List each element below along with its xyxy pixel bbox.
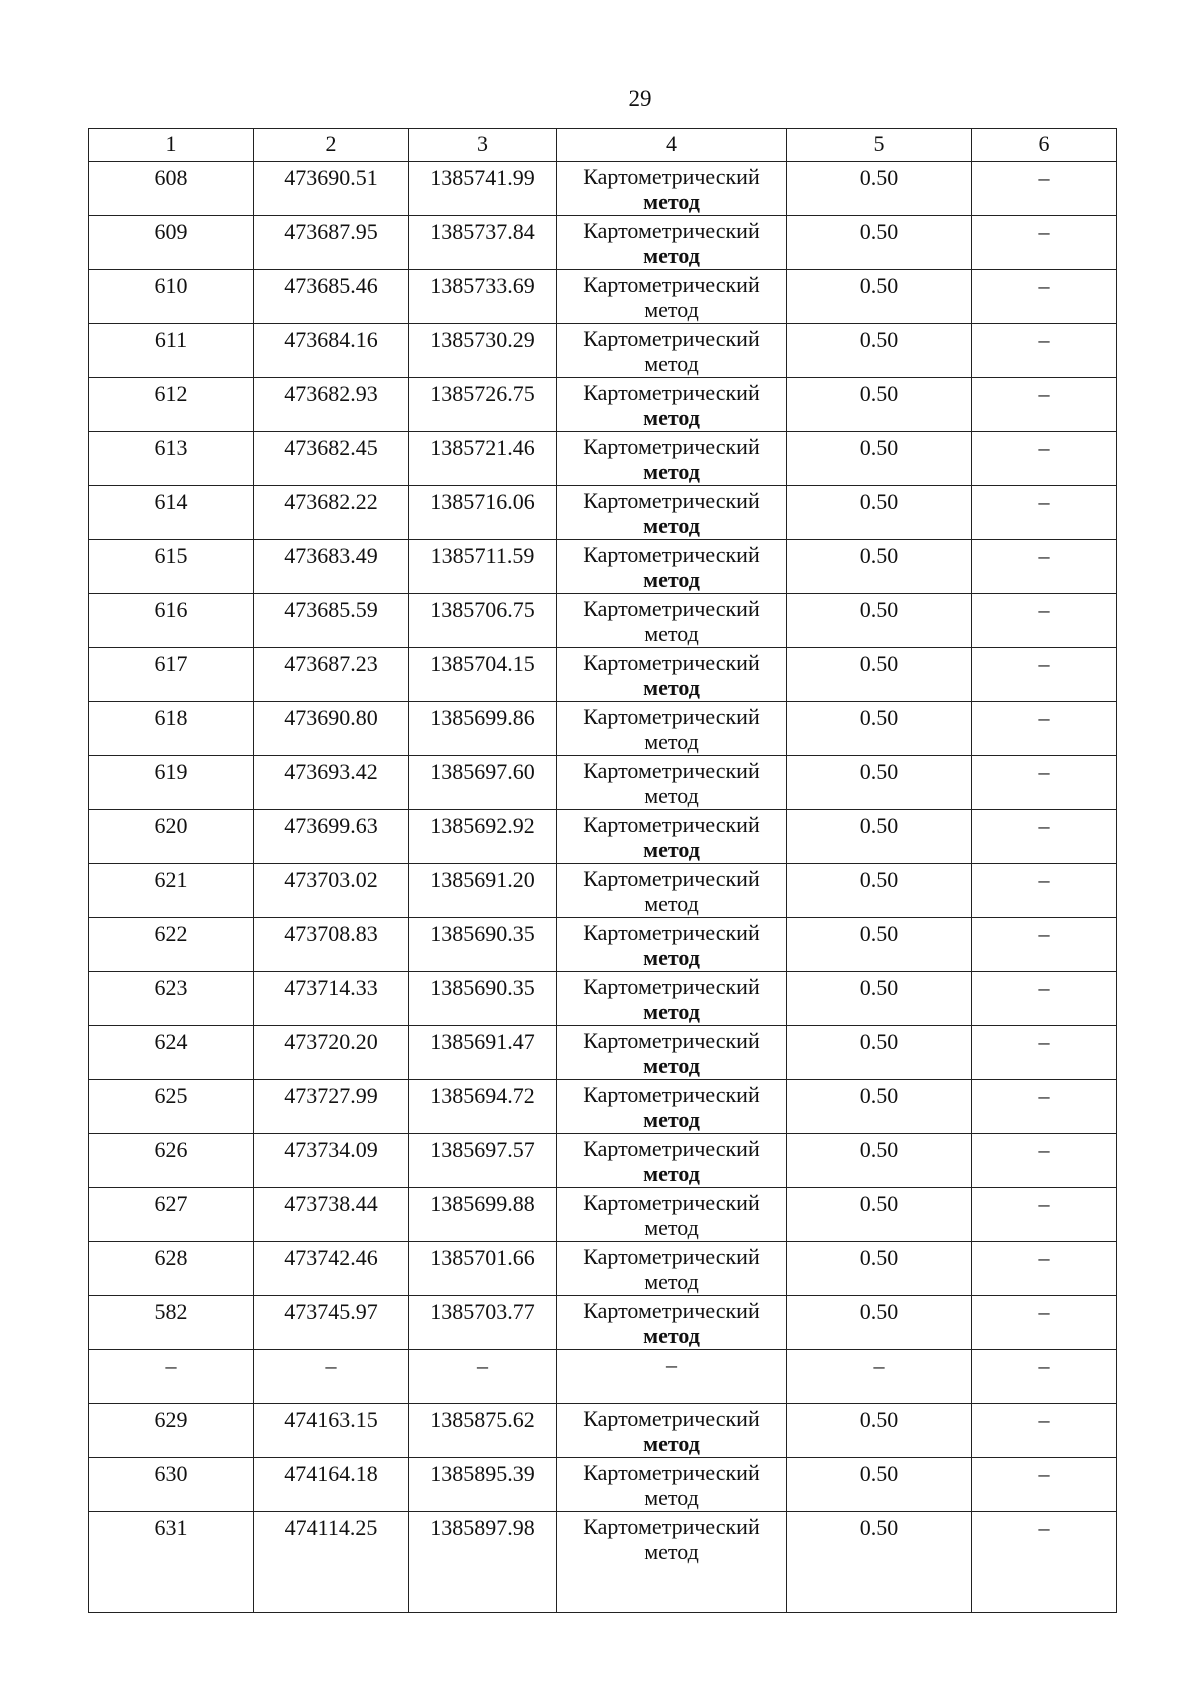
separator-row bbox=[89, 1350, 1117, 1404]
accuracy-cell: – bbox=[787, 1350, 972, 1404]
accuracy-cell: 0.50 bbox=[787, 810, 972, 864]
accuracy-cell: 0.50 bbox=[787, 1242, 972, 1296]
table-row bbox=[89, 1404, 1117, 1458]
method-line-1: Картометрический bbox=[583, 542, 760, 567]
x-coordinate-cell: 473720.20 bbox=[254, 1026, 409, 1080]
method-cell bbox=[557, 432, 787, 486]
method-line-1: Картометрический bbox=[583, 1460, 760, 1485]
accuracy-cell: 0.50 bbox=[787, 1188, 972, 1242]
description-cell: – bbox=[972, 864, 1117, 918]
x-coordinate-cell: 473738.44 bbox=[254, 1188, 409, 1242]
y-coordinate-cell: 1385690.35 bbox=[409, 918, 557, 972]
y-coordinate-cell: 1385701.66 bbox=[409, 1242, 557, 1296]
description-cell: – bbox=[972, 1404, 1117, 1458]
y-coordinate-cell: 1385697.57 bbox=[409, 1134, 557, 1188]
description-cell: – bbox=[972, 216, 1117, 270]
y-coordinate-cell: 1385691.47 bbox=[409, 1026, 557, 1080]
y-coordinate-cell: 1385897.98 bbox=[409, 1512, 557, 1613]
accuracy-cell: 0.50 bbox=[787, 486, 972, 540]
accuracy-cell: 0.50 bbox=[787, 216, 972, 270]
accuracy-cell: 0.50 bbox=[787, 648, 972, 702]
method-cell bbox=[557, 1350, 787, 1404]
method-cell bbox=[557, 648, 787, 702]
method-cell bbox=[557, 864, 787, 918]
header-col-2: 2 bbox=[254, 129, 409, 162]
method-line-1: Картометрический bbox=[583, 164, 760, 189]
point-number-cell: 616 bbox=[89, 594, 254, 648]
accuracy-cell: 0.50 bbox=[787, 918, 972, 972]
accuracy-cell: 0.50 bbox=[787, 702, 972, 756]
table-row bbox=[89, 1188, 1117, 1242]
method-line-2: метод bbox=[643, 945, 700, 970]
x-coordinate-cell: 473714.33 bbox=[254, 972, 409, 1026]
description-cell: – bbox=[972, 324, 1117, 378]
method-line-1: Картометрический bbox=[583, 1190, 760, 1215]
method-line-2: метод bbox=[643, 567, 700, 592]
y-coordinate-cell: 1385691.20 bbox=[409, 864, 557, 918]
method-line-1: Картометрический bbox=[583, 596, 760, 621]
x-coordinate-cell: 473703.02 bbox=[254, 864, 409, 918]
method-line-2: метод bbox=[643, 837, 700, 862]
description-cell: – bbox=[972, 432, 1117, 486]
y-coordinate-cell: 1385704.15 bbox=[409, 648, 557, 702]
method-cell bbox=[557, 486, 787, 540]
table-row bbox=[89, 270, 1117, 324]
point-number-cell: 608 bbox=[89, 162, 254, 216]
method-line-2: метод bbox=[643, 1431, 700, 1456]
accuracy-cell: 0.50 bbox=[787, 540, 972, 594]
y-coordinate-cell: 1385726.75 bbox=[409, 378, 557, 432]
method-cell bbox=[557, 594, 787, 648]
point-number-cell: 618 bbox=[89, 702, 254, 756]
description-cell: – bbox=[972, 1134, 1117, 1188]
description-cell: – bbox=[972, 270, 1117, 324]
point-number-cell: 627 bbox=[89, 1188, 254, 1242]
method-line-2: метод bbox=[644, 891, 699, 916]
description-cell: – bbox=[972, 702, 1117, 756]
method-cell bbox=[557, 1296, 787, 1350]
point-number-cell: 628 bbox=[89, 1242, 254, 1296]
y-coordinate-cell: 1385716.06 bbox=[409, 486, 557, 540]
header-col-5: 5 bbox=[787, 129, 972, 162]
table-row bbox=[89, 594, 1117, 648]
method-line-2: метод bbox=[644, 1485, 699, 1510]
x-coordinate-cell: 474163.15 bbox=[254, 1404, 409, 1458]
method-cell bbox=[557, 1134, 787, 1188]
x-coordinate-cell: 474164.18 bbox=[254, 1458, 409, 1512]
method-line-2: метод bbox=[644, 1215, 699, 1240]
header-col-1: 1 bbox=[89, 129, 254, 162]
accuracy-cell: 0.50 bbox=[787, 432, 972, 486]
point-number-cell: 612 bbox=[89, 378, 254, 432]
description-cell: – bbox=[972, 972, 1117, 1026]
method-cell bbox=[557, 1026, 787, 1080]
method-cell bbox=[557, 540, 787, 594]
method-line-1: Картометрический bbox=[583, 218, 760, 243]
point-number-cell: 613 bbox=[89, 432, 254, 486]
method-line-2: метод bbox=[643, 1323, 700, 1348]
table-row bbox=[89, 1296, 1117, 1350]
y-coordinate-cell: 1385692.92 bbox=[409, 810, 557, 864]
point-number-cell: 615 bbox=[89, 540, 254, 594]
table-row bbox=[89, 1458, 1117, 1512]
method-line-1: Картометрический bbox=[583, 1082, 760, 1107]
header-col-6: 6 bbox=[972, 129, 1117, 162]
method-line-2: метод bbox=[643, 243, 700, 268]
x-coordinate-cell: 473687.23 bbox=[254, 648, 409, 702]
table-row bbox=[89, 648, 1117, 702]
point-number-cell: 624 bbox=[89, 1026, 254, 1080]
method-line-1: Картометрический bbox=[583, 650, 760, 675]
x-coordinate-cell: 473683.49 bbox=[254, 540, 409, 594]
table-row bbox=[89, 918, 1117, 972]
method-cell bbox=[557, 1404, 787, 1458]
accuracy-cell: 0.50 bbox=[787, 1026, 972, 1080]
method-line-2: метод bbox=[643, 1053, 700, 1078]
point-number-cell: 611 bbox=[89, 324, 254, 378]
coordinates-table bbox=[88, 128, 1117, 1613]
method-line-2: метод bbox=[643, 1161, 700, 1186]
description-cell: – bbox=[972, 1458, 1117, 1512]
method-line-1: Картометрический bbox=[583, 758, 760, 783]
method-line-1: Картометрический bbox=[583, 920, 760, 945]
description-cell: – bbox=[972, 1242, 1117, 1296]
point-number-cell: 623 bbox=[89, 972, 254, 1026]
method-cell bbox=[557, 378, 787, 432]
accuracy-cell: 0.50 bbox=[787, 756, 972, 810]
point-number-cell: 620 bbox=[89, 810, 254, 864]
y-coordinate-cell: 1385737.84 bbox=[409, 216, 557, 270]
x-coordinate-cell: 473682.93 bbox=[254, 378, 409, 432]
method-line-1: Картометрический bbox=[583, 434, 760, 459]
x-coordinate-cell: 473734.09 bbox=[254, 1134, 409, 1188]
table-row bbox=[89, 1512, 1117, 1613]
method-line-1: Картометрический bbox=[583, 866, 760, 891]
method-cell bbox=[557, 270, 787, 324]
table-row bbox=[89, 216, 1117, 270]
method-line-1: Картометрический bbox=[583, 1298, 760, 1323]
point-number-cell: 631 bbox=[89, 1512, 254, 1613]
description-cell: – bbox=[972, 1080, 1117, 1134]
point-number-cell: 617 bbox=[89, 648, 254, 702]
description-cell: – bbox=[972, 540, 1117, 594]
point-number-cell: 630 bbox=[89, 1458, 254, 1512]
y-coordinate-cell: 1385721.46 bbox=[409, 432, 557, 486]
point-number-cell: 625 bbox=[89, 1080, 254, 1134]
y-coordinate-cell: 1385733.69 bbox=[409, 270, 557, 324]
accuracy-cell: 0.50 bbox=[787, 270, 972, 324]
x-coordinate-cell: 473699.63 bbox=[254, 810, 409, 864]
method-line-1: Картометрический bbox=[583, 704, 760, 729]
table-row bbox=[89, 756, 1117, 810]
accuracy-cell: 0.50 bbox=[787, 864, 972, 918]
method-line-2: метод bbox=[643, 405, 700, 430]
accuracy-cell: 0.50 bbox=[787, 162, 972, 216]
method-line-2: метод bbox=[643, 675, 700, 700]
table-row bbox=[89, 162, 1117, 216]
method-line-2: метод bbox=[643, 513, 700, 538]
description-cell: – bbox=[972, 1296, 1117, 1350]
method-cell bbox=[557, 1188, 787, 1242]
method-line-1: Картометрический bbox=[583, 812, 760, 837]
description-cell: – bbox=[972, 486, 1117, 540]
point-number-cell: 621 bbox=[89, 864, 254, 918]
method-line-1: Картометрический bbox=[583, 326, 760, 351]
y-coordinate-cell: 1385697.60 bbox=[409, 756, 557, 810]
method-cell bbox=[557, 810, 787, 864]
description-cell: – bbox=[972, 756, 1117, 810]
method-line-1: Картометрический bbox=[583, 1514, 760, 1539]
x-coordinate-cell: 473690.51 bbox=[254, 162, 409, 216]
method-line-2: метод bbox=[644, 783, 699, 808]
table-row bbox=[89, 1080, 1117, 1134]
method-cell bbox=[557, 162, 787, 216]
table-row bbox=[89, 378, 1117, 432]
point-number-cell: 619 bbox=[89, 756, 254, 810]
point-number-cell: 582 bbox=[89, 1296, 254, 1350]
accuracy-cell: 0.50 bbox=[787, 594, 972, 648]
x-coordinate-cell: 474114.25 bbox=[254, 1512, 409, 1613]
point-number-cell: 609 bbox=[89, 216, 254, 270]
y-coordinate-cell: 1385694.72 bbox=[409, 1080, 557, 1134]
method-cell bbox=[557, 972, 787, 1026]
header-row bbox=[89, 129, 1117, 162]
method-line-2: метод bbox=[644, 729, 699, 754]
header-col-4: 4 bbox=[557, 129, 787, 162]
x-coordinate-cell: 473727.99 bbox=[254, 1080, 409, 1134]
accuracy-cell: 0.50 bbox=[787, 324, 972, 378]
method-cell bbox=[557, 918, 787, 972]
x-coordinate-cell: 473690.80 bbox=[254, 702, 409, 756]
method-line-1: Картометрический bbox=[583, 1028, 760, 1053]
x-coordinate-cell: 473685.59 bbox=[254, 594, 409, 648]
page-number: 29 bbox=[628, 86, 652, 111]
accuracy-cell: 0.50 bbox=[787, 1404, 972, 1458]
accuracy-cell: 0.50 bbox=[787, 1296, 972, 1350]
method-line-1: – bbox=[666, 1352, 677, 1377]
method-cell bbox=[557, 1512, 787, 1613]
method-cell bbox=[557, 324, 787, 378]
accuracy-cell: 0.50 bbox=[787, 972, 972, 1026]
accuracy-cell: 0.50 bbox=[787, 1458, 972, 1512]
table-row bbox=[89, 1134, 1117, 1188]
table-row bbox=[89, 432, 1117, 486]
description-cell: – bbox=[972, 1026, 1117, 1080]
y-coordinate-cell: 1385690.35 bbox=[409, 972, 557, 1026]
method-line-2: метод bbox=[643, 189, 700, 214]
description-cell: – bbox=[972, 1350, 1117, 1404]
method-cell bbox=[557, 702, 787, 756]
header-col-3: 3 bbox=[409, 129, 557, 162]
method-line-1: Картометрический bbox=[583, 1406, 760, 1431]
description-cell: – bbox=[972, 648, 1117, 702]
point-number-cell: 629 bbox=[89, 1404, 254, 1458]
method-cell bbox=[557, 1458, 787, 1512]
accuracy-cell: 0.50 bbox=[787, 1080, 972, 1134]
table-row bbox=[89, 486, 1117, 540]
x-coordinate-cell: – bbox=[254, 1350, 409, 1404]
accuracy-cell: 0.50 bbox=[787, 1134, 972, 1188]
method-line-2: метод bbox=[643, 1107, 700, 1132]
table-row bbox=[89, 1242, 1117, 1296]
description-cell: – bbox=[972, 594, 1117, 648]
y-coordinate-cell: 1385699.88 bbox=[409, 1188, 557, 1242]
table-row bbox=[89, 540, 1117, 594]
y-coordinate-cell: 1385711.59 bbox=[409, 540, 557, 594]
method-line-2: метод bbox=[644, 297, 699, 322]
method-line-2: метод bbox=[644, 621, 699, 646]
y-coordinate-cell: 1385730.29 bbox=[409, 324, 557, 378]
y-coordinate-cell: 1385741.99 bbox=[409, 162, 557, 216]
method-line-2: метод bbox=[643, 999, 700, 1024]
point-number-cell: 626 bbox=[89, 1134, 254, 1188]
y-coordinate-cell: 1385875.62 bbox=[409, 1404, 557, 1458]
x-coordinate-cell: 473687.95 bbox=[254, 216, 409, 270]
method-line-2: метод bbox=[643, 459, 700, 484]
method-cell bbox=[557, 756, 787, 810]
x-coordinate-cell: 473742.46 bbox=[254, 1242, 409, 1296]
y-coordinate-cell: 1385895.39 bbox=[409, 1458, 557, 1512]
method-cell bbox=[557, 216, 787, 270]
method-line-1: Картометрический bbox=[583, 488, 760, 513]
x-coordinate-cell: 473682.45 bbox=[254, 432, 409, 486]
y-coordinate-cell: 1385703.77 bbox=[409, 1296, 557, 1350]
table-row bbox=[89, 810, 1117, 864]
method-cell bbox=[557, 1080, 787, 1134]
point-number-cell: – bbox=[89, 1350, 254, 1404]
x-coordinate-cell: 473682.22 bbox=[254, 486, 409, 540]
y-coordinate-cell: 1385706.75 bbox=[409, 594, 557, 648]
table-row bbox=[89, 702, 1117, 756]
accuracy-cell: 0.50 bbox=[787, 378, 972, 432]
method-line-2: метод bbox=[644, 1539, 699, 1564]
y-coordinate-cell: – bbox=[409, 1350, 557, 1404]
description-cell: – bbox=[972, 918, 1117, 972]
method-line-1: Картометрический bbox=[583, 1244, 760, 1269]
accuracy-cell: 0.50 bbox=[787, 1512, 972, 1613]
x-coordinate-cell: 473745.97 bbox=[254, 1296, 409, 1350]
x-coordinate-cell: 473708.83 bbox=[254, 918, 409, 972]
table-header bbox=[89, 129, 1117, 162]
table-row bbox=[89, 864, 1117, 918]
description-cell: – bbox=[972, 810, 1117, 864]
method-line-2: метод bbox=[644, 1269, 699, 1294]
point-number-cell: 614 bbox=[89, 486, 254, 540]
method-line-2: метод bbox=[644, 351, 699, 376]
description-cell: – bbox=[972, 162, 1117, 216]
description-cell: – bbox=[972, 1188, 1117, 1242]
table-row bbox=[89, 972, 1117, 1026]
table-row bbox=[89, 1026, 1117, 1080]
x-coordinate-cell: 473684.16 bbox=[254, 324, 409, 378]
y-coordinate-cell: 1385699.86 bbox=[409, 702, 557, 756]
table-body bbox=[89, 162, 1117, 1613]
description-cell: – bbox=[972, 378, 1117, 432]
x-coordinate-cell: 473685.46 bbox=[254, 270, 409, 324]
method-line-1: Картометрический bbox=[583, 272, 760, 297]
point-number-cell: 622 bbox=[89, 918, 254, 972]
description-cell: – bbox=[972, 1512, 1117, 1613]
table-row bbox=[89, 324, 1117, 378]
method-line-1: Картометрический bbox=[583, 1136, 760, 1161]
method-line-1: Картометрический bbox=[583, 974, 760, 999]
point-number-cell: 610 bbox=[89, 270, 254, 324]
x-coordinate-cell: 473693.42 bbox=[254, 756, 409, 810]
method-line-1: Картометрический bbox=[583, 380, 760, 405]
method-cell bbox=[557, 1242, 787, 1296]
